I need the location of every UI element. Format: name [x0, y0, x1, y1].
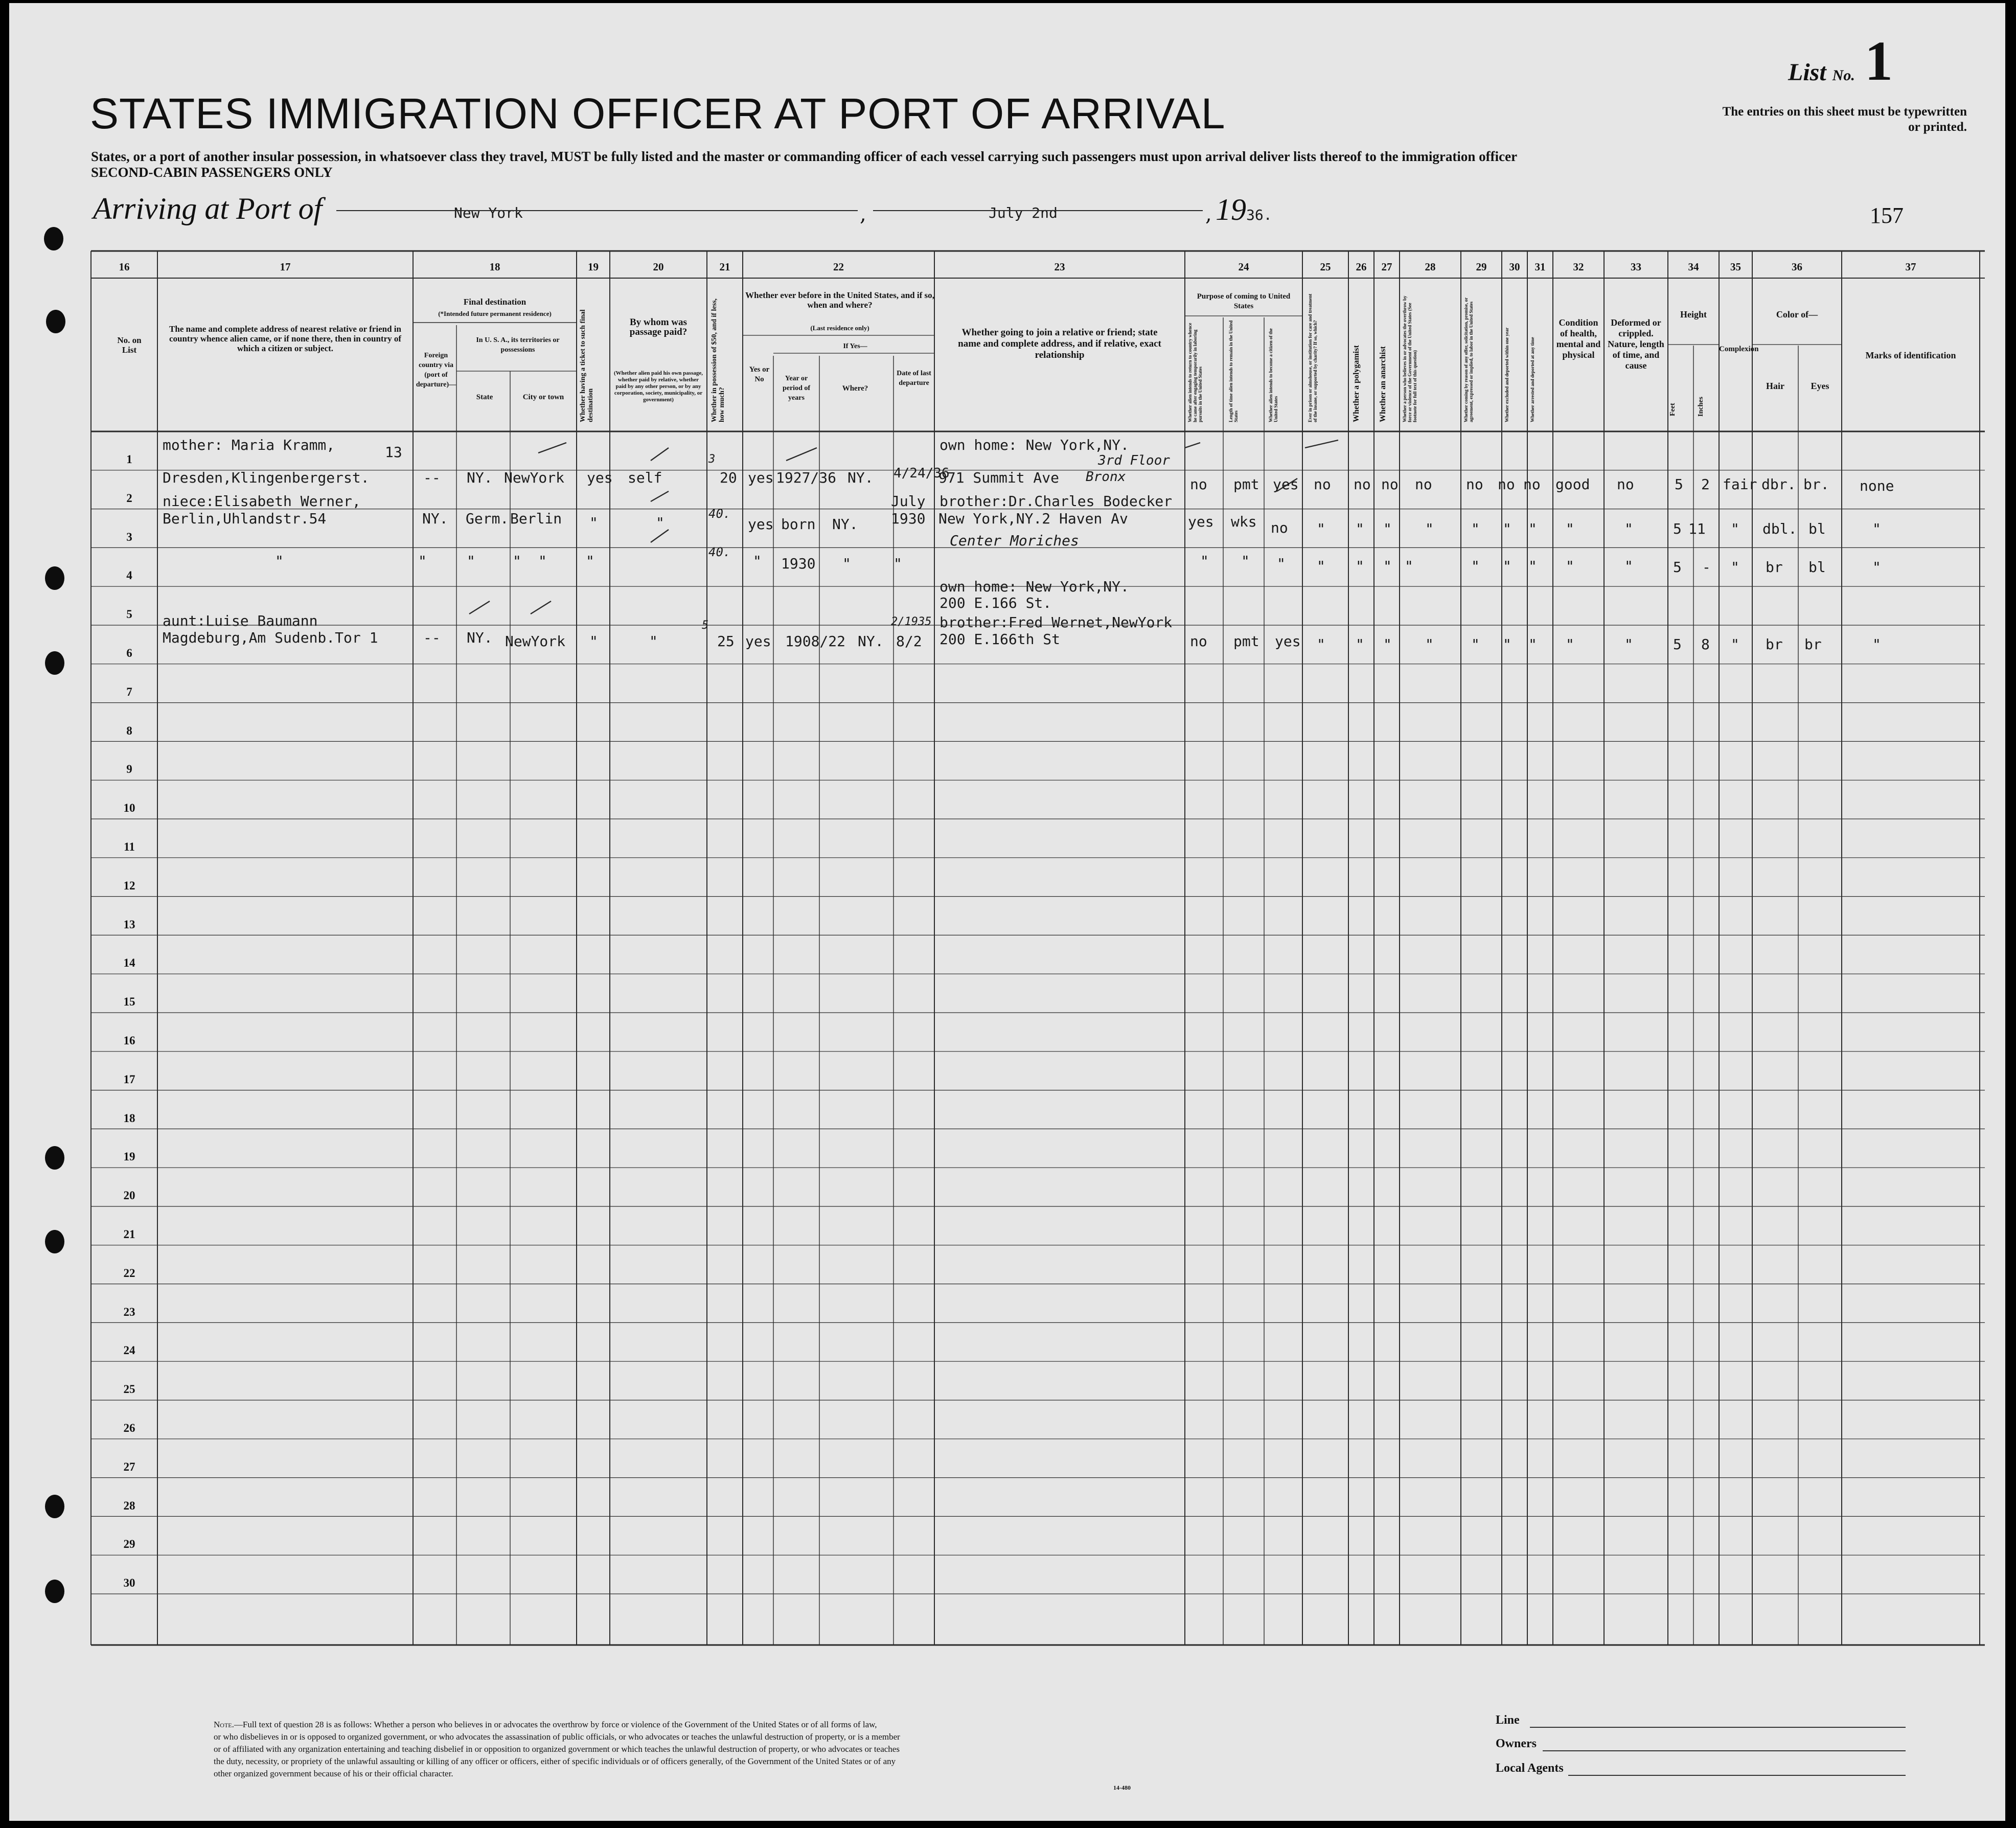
col-num-18: 18 — [489, 261, 500, 273]
header-purpose-b: Length of time alien intends to remain in the United States — [1228, 320, 1239, 422]
row2-where: NY. — [832, 516, 858, 533]
row5-money: 25 — [717, 633, 735, 650]
col-num-28: 28 — [1425, 261, 1436, 273]
row2-ditto-27: " — [1383, 520, 1392, 537]
row5-ditto-27: " — [1383, 636, 1392, 653]
row1-paid: self — [628, 469, 662, 486]
row-number: 3 — [126, 530, 132, 543]
row5-ditto-complexion: " — [1731, 636, 1739, 653]
col-num-37: 37 — [1905, 261, 1916, 273]
header-passage-paid-note: (Whether alien paid his own passage, whether paid by relative, whether paid by any other person, or by any corporation, society, municipality, or government) — [614, 370, 703, 403]
row3-ditto-city-1: " — [513, 553, 521, 569]
row2-city: Berlin — [510, 510, 562, 527]
row5-departure-1: 2/1935 — [891, 615, 932, 628]
row1-years: 1927/36 — [776, 469, 837, 486]
row2-feet: 5 — [1673, 520, 1682, 537]
row5-join-line1: brother:Fred Wernet,NewYork — [940, 614, 1173, 631]
row3-ditto-where: " — [842, 555, 851, 572]
header-marks: Marks of identification — [1865, 350, 1956, 360]
col-num-24: 24 — [1238, 261, 1249, 273]
row4-join-line2: 200 E.166 St. — [940, 595, 1052, 611]
row3-ditto-31: " — [1528, 558, 1537, 575]
row-number: 7 — [126, 685, 132, 698]
row-number: 9 — [126, 763, 132, 776]
header-anarchist: Whether an anarchist — [1379, 346, 1387, 422]
header-yes-or-no: Yes or No — [749, 365, 770, 383]
row1-c29: no — [1466, 476, 1483, 493]
row2-return: yes — [1188, 513, 1214, 530]
header-height: Height — [1680, 309, 1707, 319]
row1-c28: no — [1415, 476, 1432, 493]
row-number: 26 — [123, 1422, 135, 1434]
owners-rule — [1543, 1750, 1906, 1751]
header-purpose: Purpose of coming to United States — [1197, 292, 1291, 310]
row2-hair: dbl. — [1762, 520, 1797, 537]
row5-feet: 5 — [1673, 636, 1682, 653]
col-num-25: 25 — [1320, 261, 1331, 273]
row-number: 27 — [123, 1460, 135, 1473]
row3-hair: br — [1766, 559, 1783, 576]
row1-relative-line2: Dresden,Klingenbergerst. — [163, 469, 370, 486]
header-color-of: Color of— — [1776, 309, 1818, 319]
row2-money: 40. — [708, 507, 731, 521]
header-health: Condition of health, mental and physical — [1556, 317, 1601, 360]
row5-ditto-31: " — [1528, 636, 1537, 653]
row3-ditto-state: " — [467, 553, 475, 569]
typewritten-note: The entries on this sheet must be typewritten or printed. — [1722, 105, 1967, 134]
row5-before: yes — [745, 633, 771, 650]
row2-foreign: NY. — [422, 510, 448, 527]
row-number: 14 — [123, 956, 135, 970]
check-mark — [531, 601, 551, 614]
row1-state: NY. — [467, 469, 493, 486]
row5-ditto-ticket: " — [589, 633, 598, 650]
row5-city: NewYork — [505, 633, 566, 650]
row5-departure-2: 8/2 — [896, 633, 922, 650]
row3-feet: 5 — [1673, 559, 1682, 576]
row5-ditto-health: " — [1566, 636, 1574, 653]
row3-ditto-29: " — [1471, 558, 1480, 575]
col-num-35: 35 — [1730, 261, 1741, 273]
col-num-31: 31 — [1534, 261, 1546, 273]
row5-ditto-29: " — [1471, 636, 1480, 653]
row2-state: Germ. — [466, 510, 509, 527]
row1-before: yes — [748, 469, 774, 486]
row1-join-handwritten: 3rd Floor — [1098, 453, 1170, 468]
row2-ditto-deformed: " — [1624, 520, 1633, 537]
row2-ditto-31: " — [1528, 520, 1537, 537]
row1-city: NewYork — [504, 469, 565, 486]
row5-ditto-26: " — [1356, 636, 1364, 653]
col-num-21: 21 — [719, 261, 730, 273]
table-grid — [9, 3, 2005, 1821]
row3-ditto-return: " — [1200, 553, 1209, 569]
check-mark — [651, 448, 669, 461]
row5-return: no — [1190, 633, 1207, 650]
header-state: State — [476, 393, 493, 401]
row-number: 6 — [126, 647, 132, 659]
header-hair: Hair — [1766, 381, 1784, 391]
row3-ditto-28: " — [1405, 558, 1413, 575]
check-mark — [786, 448, 817, 461]
check-mark — [651, 530, 669, 542]
header-if-yes: If Yes— — [843, 342, 867, 350]
col-num-33: 33 — [1631, 261, 1641, 273]
row1-marks: none — [1860, 477, 1894, 494]
row-number: 1 — [126, 453, 132, 466]
row2-eyes: bl — [1808, 520, 1826, 537]
row1-feet: 5 — [1675, 476, 1683, 493]
row5-citizen: yes — [1275, 633, 1301, 650]
col-num-20: 20 — [653, 261, 664, 273]
row3-ditto-deformed: " — [1624, 558, 1633, 575]
row-number: 11 — [124, 840, 135, 853]
header-foreign-country: Foreign country via (port of departure)— — [416, 352, 456, 389]
row-number: 4 — [126, 569, 132, 582]
agents-rule — [1568, 1775, 1906, 1776]
row3-ditto-27: " — [1383, 558, 1392, 575]
row-number: 21 — [123, 1228, 135, 1241]
col-num-17: 17 — [280, 261, 291, 273]
row2-ditto-30: " — [1503, 520, 1511, 537]
row5-ditto-30: " — [1503, 636, 1511, 653]
row1-where: NY. — [847, 469, 874, 486]
row3-money: 40. — [708, 545, 731, 559]
row3-ditto-complexion: " — [1731, 559, 1739, 576]
row1-money: 20 — [720, 469, 737, 486]
row1-c30: no — [1498, 476, 1515, 493]
row1-departure: 4/24/36 — [894, 466, 950, 481]
row-number: 8 — [126, 724, 132, 737]
row3-ditto-30: " — [1503, 558, 1511, 575]
row1-money-note: 3 — [708, 453, 716, 466]
row-number: 10 — [123, 802, 135, 815]
col-num-32: 32 — [1573, 261, 1584, 273]
row3-ditto-city-2: " — [538, 553, 547, 569]
page-reference: 157 — [1870, 203, 1904, 228]
header-purpose-a: Whether alien intends to return to country whence he came after engaging temporarily in laboring pursuits in the United States — [1187, 323, 1203, 422]
row1-eyes: br. — [1803, 476, 1829, 493]
check-mark — [651, 491, 669, 501]
col-num-29: 29 — [1476, 261, 1487, 273]
check-mark — [538, 443, 566, 453]
port-value: New York — [454, 204, 523, 221]
row1-join-handwritten-2: Bronx — [1086, 469, 1126, 485]
row-number: 16 — [123, 1034, 135, 1047]
row2-length: wks — [1231, 513, 1257, 530]
header-in-usa: In U. S. A., its territories or possessions — [476, 336, 560, 354]
local-agents-label: Local Agents — [1496, 1762, 1564, 1775]
row1-return: no — [1190, 476, 1207, 493]
row-number: 19 — [123, 1150, 135, 1163]
header-prison: Ever in prison or almshouse, or institution for care and treatment of the insane, or supported by charity? If so, which? — [1308, 293, 1318, 422]
row2-ditto-28: " — [1425, 520, 1434, 537]
form-code: 14-480 — [1113, 1784, 1131, 1791]
header-offer: Whether coming by reason of any offer, solicitation, promise, or agreement, expressed or implied, to labor in the United States — [1463, 298, 1474, 422]
row3-ditto-foreign: " — [418, 553, 427, 569]
row2-before: yes — [748, 516, 774, 533]
header-nearest-relative: The name and complete address of nearest relative or friend in country whence alien came, or if none there, then in country of which a citizen or subject. — [169, 324, 402, 353]
row2-ditto-complexion: " — [1731, 520, 1739, 537]
row1-foreign: -- — [423, 469, 441, 486]
header-ticket: Whether having a ticket to such final destination — [579, 309, 594, 422]
row2-departure-1: July — [891, 493, 926, 510]
row1-health: good — [1555, 476, 1590, 493]
row2-ditto-marks: " — [1872, 520, 1881, 537]
row5-ditto-deformed: " — [1624, 636, 1633, 653]
row2-years: born — [781, 516, 816, 533]
row1-complexion: fair — [1723, 476, 1757, 493]
header-passage-paid: By whom was passage paid? — [629, 317, 688, 337]
row3-ditto-length: " — [1241, 553, 1250, 569]
row5-relative-line1: aunt:Luise Baumann — [163, 612, 318, 629]
col-num-26: 26 — [1356, 261, 1367, 273]
row1-c31: no — [1523, 476, 1541, 493]
col-num-36: 36 — [1792, 261, 1802, 273]
row5-hair: br — [1766, 636, 1783, 653]
row1-citizen: yes — [1273, 476, 1299, 493]
row3-ditto-health: " — [1566, 558, 1574, 575]
row3-ditto-25: " — [1317, 558, 1325, 575]
row1-c27: no — [1381, 476, 1399, 493]
header-ever-before-note: (Last residence only) — [810, 324, 869, 332]
row5-inches: 8 — [1701, 636, 1710, 653]
header-final-destination: Final destination — [463, 297, 526, 307]
row-number: 2 — [126, 491, 132, 505]
row-number: 22 — [123, 1266, 135, 1279]
row1-relative-number: 13 — [385, 444, 402, 461]
instructions: States, or a port of another insular possession, in whatsoever class they travel, MUST be fully listed and the master or commanding officer of each vessel carrying such passengers must upon arrival deliver lists thereof to the immigration officer — [91, 149, 1518, 164]
class-note: SECOND-CABIN PASSENGERS ONLY — [91, 165, 333, 180]
row-number: 17 — [123, 1072, 135, 1086]
header-deformed: Deformed or crippled. Nature, length of time, and cause — [1608, 317, 1664, 371]
row2-ditto-29: " — [1471, 520, 1480, 537]
row5-foreign: -- — [423, 629, 441, 646]
check-mark — [469, 601, 490, 614]
row2-ticket: " — [589, 514, 598, 531]
row3-inches: - — [1702, 559, 1711, 576]
row5-ditto-28: " — [1425, 636, 1434, 653]
page-title: STATES IMMIGRATION OFFICER AT PORT OF ARRIVAL — [90, 89, 1226, 138]
footnote: Note.—Full text of question 28 is as follows: Whether a person who believes in or advocates the overthrow by force or violence of the Government of the United States or of all forms of law, or who disbelieves in or is opposed to organized government, or who advocates the assassination of public officials, or who advocates or teaches the unlawful destruction of property, or is a member or of affiliated with any organization entertaining and teaching disbelief in or opposition to organized government or which teaches the unlawful destruction of property, or who advocates or teaches the duty, necessity, or propriety of the unlawful assaulting or killing of any officer or officers, either of specific individuals or of officers generally, of the Government of the United States or of any other organized government because of his or their official character. — [214, 1720, 900, 1778]
header-overthrow: Whether a person who believes in or advocates the overthrow by force or violence of the Government of the United States (See footnote for full text of this question) — [1402, 295, 1417, 422]
date-value: July 2nd — [989, 204, 1058, 221]
row5-where: NY. — [858, 633, 884, 650]
row1-inches: 2 — [1701, 476, 1710, 493]
header-date-departure: Date of last departure — [897, 370, 931, 387]
date-comma: , — [1205, 202, 1212, 226]
line-rule — [1530, 1727, 1906, 1728]
row1-hair: dbr. — [1761, 476, 1796, 493]
row-number: 5 — [126, 608, 132, 621]
header-complexion: Complexion — [1719, 345, 1759, 353]
row2-inches: 11 — [1688, 520, 1706, 537]
year-value: 1936. — [1216, 193, 1272, 226]
col-num-27: 27 — [1381, 261, 1392, 273]
header-where: Where? — [842, 384, 868, 393]
header-feet: Feet — [1669, 403, 1677, 416]
col-num-34: 34 — [1688, 261, 1699, 273]
row-number: 20 — [123, 1189, 135, 1202]
row3-eyes: bl — [1808, 559, 1826, 576]
header-city: City or town — [522, 393, 564, 401]
header-ever-before: Whether ever before in the United States, and if so, when and where? — [745, 290, 934, 310]
row5-eyes: br — [1804, 636, 1822, 653]
row2-ditto-health: " — [1566, 520, 1574, 537]
col-num-30: 30 — [1509, 261, 1520, 273]
row1-deformed: no — [1617, 476, 1634, 493]
row-number: 24 — [123, 1344, 135, 1357]
header-final-destination-note: (*Intended future permanent residence) — [438, 310, 552, 317]
header-deported: Whether excluded and deported within one year — [1504, 327, 1509, 422]
row-number: 18 — [123, 1111, 135, 1125]
arriving-label: Arriving at Port of — [93, 192, 323, 225]
header-year-period: Year or period of years — [782, 375, 811, 402]
row5-ditto-25: " — [1317, 636, 1325, 653]
header-arrested: Whether arrested and deported at any time — [1530, 337, 1535, 422]
row2-paid: " — [656, 514, 665, 531]
row5-years: 1908/22 — [785, 633, 846, 650]
row-number: 15 — [123, 995, 135, 1009]
row2-citizen: no — [1271, 519, 1288, 536]
owners-label: Owners — [1496, 1737, 1537, 1750]
row3-relative-ditto: " — [275, 553, 284, 569]
row1-ticket: yes — [587, 469, 613, 486]
row1-join-line2: 971 Summit Ave — [938, 469, 1060, 486]
row1-c26: no — [1354, 476, 1371, 493]
header-inches: Inches — [1697, 397, 1705, 417]
row3-ditto-departure: " — [894, 555, 902, 572]
row-number: 12 — [123, 879, 135, 892]
line-label: Line — [1496, 1713, 1520, 1727]
row-number: 23 — [123, 1305, 135, 1318]
list-number: 1 — [1865, 30, 1893, 92]
row-number: 13 — [123, 918, 135, 931]
row2-join-line2: New York,NY.2 Haven Av — [938, 510, 1128, 527]
manifest-sheet — [9, 3, 2005, 1821]
row5-ditto-paid: " — [649, 633, 658, 650]
row5-relative-line2: Magdeburg,Am Sudenb.Tor 1 — [163, 629, 378, 646]
row-number: 25 — [123, 1383, 135, 1396]
col-num-22: 22 — [833, 261, 844, 273]
row3-years: 1930 — [781, 555, 816, 572]
row4-join-line1: own home: New York,NY. — [940, 578, 1129, 595]
col-num-16: 16 — [119, 261, 130, 273]
row2-departure-2: 1930 — [891, 510, 926, 527]
check-mark — [1305, 440, 1338, 448]
row2-ditto-26: " — [1356, 520, 1364, 537]
row2-join-handwritten: Center Moriches — [950, 532, 1079, 549]
row3-ditto-before: " — [753, 553, 762, 569]
header-no-on-list: No. on List — [117, 335, 142, 355]
header-purpose-c: Whether alien intends to become a citizen of the United States — [1268, 328, 1278, 422]
row2-ditto-25: " — [1317, 520, 1325, 537]
row5-join-line2: 200 E.166th St — [940, 631, 1061, 648]
row5-ditto-marks: " — [1872, 636, 1881, 653]
row1-join-line1: own home: New York,NY. — [940, 437, 1129, 453]
row1-length: pmt — [1233, 476, 1259, 493]
row3-ditto-26: " — [1356, 558, 1364, 575]
row5-money-note: 5 — [702, 619, 709, 632]
header-joining: Whether going to join a relative or friend; state name and complete address, and if relative, exact relationship — [958, 327, 1161, 360]
row2-relative-line1: niece:Elisabeth Werner, — [163, 493, 361, 510]
row1-relative-line1: mother: Maria Kramm, — [163, 437, 335, 453]
row-number: 30 — [123, 1576, 135, 1590]
header-polygamist: Whether a polygamist — [1352, 345, 1361, 422]
col-num-19: 19 — [588, 261, 599, 273]
row-number: 28 — [123, 1499, 135, 1512]
row3-ditto-marks: " — [1872, 559, 1881, 576]
list-label: List No. — [1788, 59, 1855, 86]
port-comma: , — [860, 202, 866, 226]
check-mark — [1185, 443, 1200, 448]
row5-length: pmt — [1233, 633, 1259, 650]
header-eyes: Eyes — [1811, 381, 1829, 391]
row2-relative-line2: Berlin,Uhlandstr.54 — [163, 510, 327, 527]
row1-c25: no — [1314, 476, 1331, 493]
col-num-23: 23 — [1054, 261, 1065, 273]
row3-ditto-citizen: " — [1277, 555, 1286, 572]
header-possession-50: Whether in possession of $50, and if less, how much? — [711, 298, 726, 422]
row3-ditto-ticket: " — [586, 553, 594, 569]
row5-state: NY. — [467, 629, 493, 646]
row2-join-line1: brother:Dr.Charles Bodecker — [940, 493, 1173, 510]
row-number: 29 — [123, 1538, 135, 1551]
